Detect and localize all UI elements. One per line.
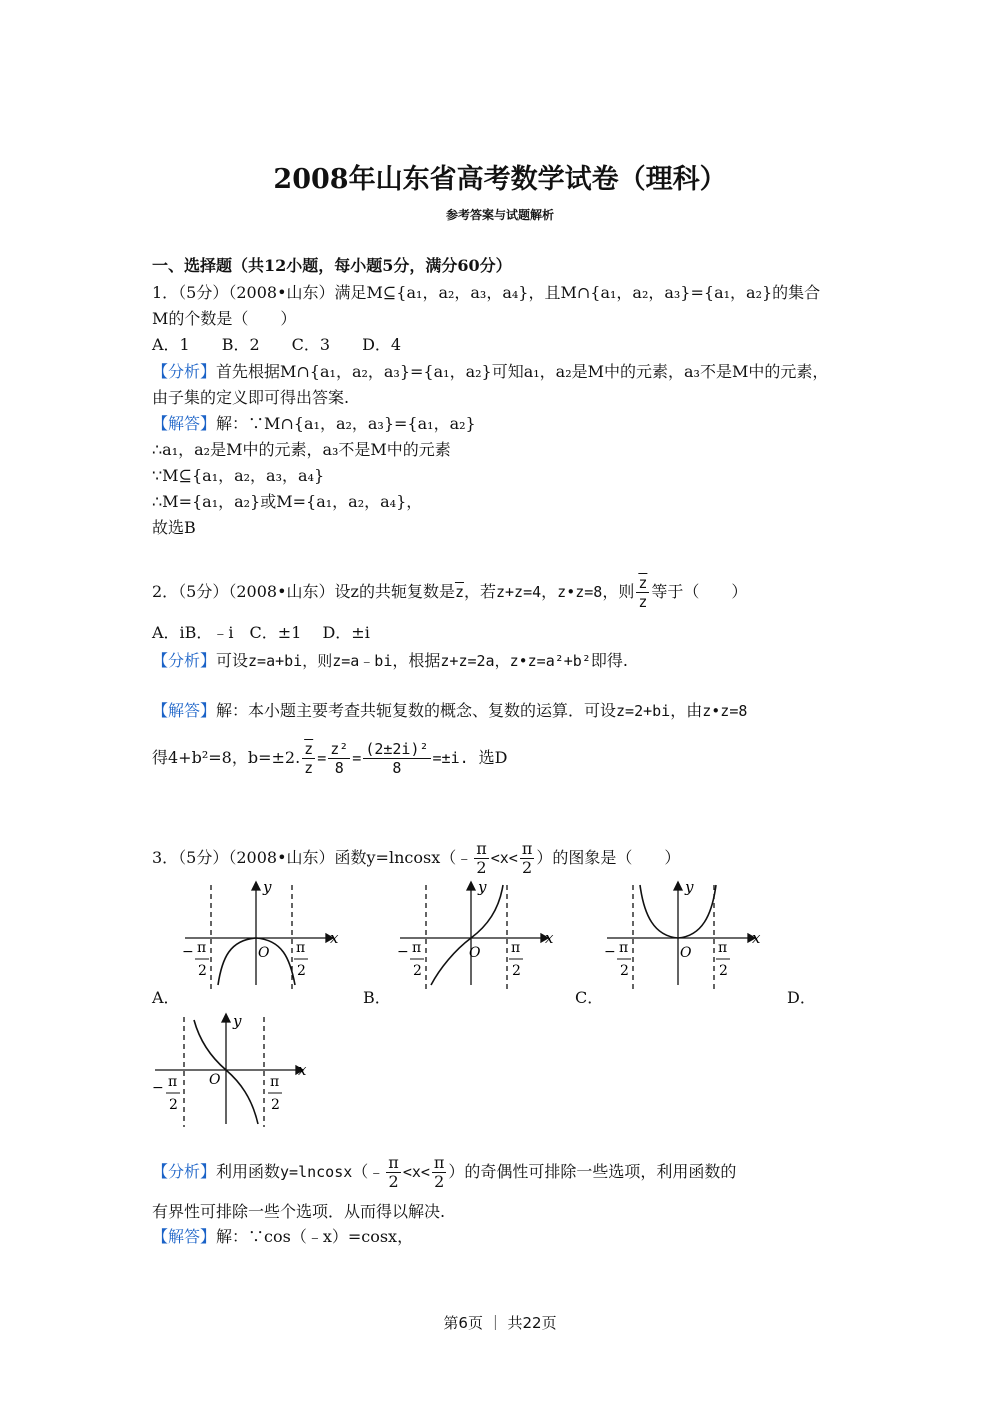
q2-answer-2: 得4+b²=8，b=±2. $\frac{\overline{z}}{z}$ = $\frac{\text{z²}}{8}$ = $\frac{\text{(2±2i)²}}{8}$ =±i. 选D [152,740,508,777]
minus-sign: − [182,944,194,960]
q2-analysis-eq2: z+z=2a，z•z=a²+b² [440,652,591,670]
q1-stem: 1．（5分）（2008•山东）满足M⊆{a₁，a₂，a₃，a₄}，且M∩{a₁，a₂，a₃}={a₁，a₂}的集合 [152,283,821,302]
y-arrow [222,1014,230,1022]
q2-options: A．iB．﹣i C．±1 D．±i [152,623,370,642]
q3-frac-right-den: 2 [521,858,533,877]
q2-zbar: $\overline{z}$ [454,583,464,601]
q1-answer [152,414,476,434]
q3-frac-left [474,840,489,877]
q3-frac-left-num: π [476,839,487,858]
two-left: 2 [198,963,207,979]
origin-label: O [258,945,270,961]
q3-analysis-fn: y=lncosx [280,1163,353,1181]
q3-frac-left-den: 2 [476,858,487,877]
graph-b [395,880,555,990]
minus-sign: − [397,944,409,960]
pi-right: π [718,940,728,956]
q1-answer-4: ∴M={a₁，a₂}或M={a₁，a₂，a₄}， [152,492,423,511]
q3-frac-right-num: π [521,839,533,858]
q2-frac-den: z [638,593,648,611]
q2-answer-eq1: z=2+bi [616,702,671,720]
y-arrow [674,882,682,890]
curve [431,885,503,985]
q3-answer [152,1227,413,1247]
q1-answer-2: ∴a₁，a₂是M中的元素，a₃不是M中的元素 [152,440,451,459]
q3-analysis [152,1154,736,1191]
q3-stem-a: 3．（5分）（2008•山东）函数y=lncosx（﹣ [152,848,473,867]
q2-analysis-eq1: z=a+bi，则z=a﹣bi [248,652,393,670]
q2-stem-b: ，若 [463,582,496,601]
q2-analysis-b: ，根据 [392,651,441,670]
q2-stem-d: 等于（ ） [651,582,748,601]
minus-sign: − [604,944,616,960]
q1-answer-3: ∵M⊆{a₁，a₂，a₃，a₄} [152,466,325,485]
q1-analysis [152,362,828,382]
pi-right: π [511,940,521,956]
q2-ans-choice: 选D [478,748,508,767]
pi-left: π [168,1074,178,1090]
q2-eq2: z•z=8 [557,583,603,601]
q2-ans-frac2-den: 8 [334,759,344,777]
q3-analysis-inequality: <x< [402,1163,430,1181]
q3-a-frac-right-num: π [433,1153,445,1172]
graph-a [180,880,340,990]
q2-analysis [152,651,628,671]
q2-answer-a: 解：本小题主要考查共轭复数的概念、复数的运算．可设 [216,701,617,720]
analysis-tag: 【分析】 [152,651,217,670]
two-right: 2 [512,963,521,979]
pi-left: π [619,940,629,956]
q1-stem-2: M的个数是（ ） [152,309,297,328]
section-heading: 一、选择题（共12小题，每小题5分，满分60分） [152,256,512,275]
q2-ans-frac3-num: (2±2i)² [365,740,429,758]
x-label: x [752,929,761,947]
q3-analysis-frac-right [432,1154,447,1191]
q2-ans-frac3-den: 8 [392,759,402,777]
q2-ans-frac2-num: z² [330,740,349,758]
y-label: y [233,1012,242,1030]
q3-option-c: C． [575,988,604,1007]
q2-ans-frac1-den: z [304,759,314,777]
analysis-tag: 【分析】 [152,1162,217,1181]
q2-answer-line2: 得4+b²=8，b=±2. [152,748,301,767]
minus-sign: − [152,1080,164,1096]
q2-fraction [636,574,649,611]
q2-ans-result: =±i. [432,749,469,767]
pi-left: π [412,940,422,956]
q1-options: A．1 B．2 C．3 D．4 [152,335,402,354]
q2-analysis-a: 可设 [216,651,249,670]
two-left: 2 [413,963,422,979]
two-right: 2 [297,963,306,979]
q3-option-b: B． [363,988,391,1007]
x-label: x [330,929,339,947]
pi-right: π [270,1074,280,1090]
q2-answer-eq2: z•z=8 [702,702,748,720]
x-label: x [545,929,554,947]
y-label: y [685,880,694,896]
two-left: 2 [169,1097,178,1113]
pi-left: π [197,940,207,956]
q1-analysis-text: 首先根据M∩{a₁，a₂，a₃}={a₁，a₂}可知a₁，a₂是M中的元素，a₃不是M中的元素， [216,362,829,381]
answer-tag: 【解答】 [152,1227,217,1246]
q2-stem-a: 2．（5分）（2008•山东）设z的共轭复数是 [152,582,455,601]
page-footer: 第6页 ｜ 共22页 [443,1314,557,1332]
y-label: y [263,880,272,896]
q3-analysis-b: （﹣ [352,1162,385,1181]
q3-inequality: <x< [490,849,518,867]
y-arrow [467,882,475,890]
y-arrow [252,882,260,890]
x-label: x [298,1061,307,1079]
origin-label: O [469,945,481,961]
q2-eq1: z+z=4 [496,583,542,601]
two-left: 2 [620,963,629,979]
q1-analysis-2: 由子集的定义即可得出答案. [152,388,350,407]
y-label: y [478,880,487,896]
q3-a-frac-left-num: π [388,1153,399,1172]
origin-label: O [680,945,692,961]
q3-analysis-2: 有界性可排除一些个选项．从而得以解决. [152,1202,446,1221]
q1-answer-5: 故选B [152,518,196,537]
q3-analysis-c: ）的奇偶性可排除一些选项，利用函数的 [448,1162,737,1181]
origin-label: O [209,1072,221,1088]
two-right: 2 [271,1097,280,1113]
q3-option-d: D． [787,988,816,1007]
q3-option-a: A． [152,988,180,1007]
q3-answer-text: 解：∵cos（﹣x）=cosx， [216,1227,414,1246]
q1-answer-text: 解：∵M∩{a₁，a₂，a₃}={a₁，a₂} [216,414,476,433]
page-title: 2008年山东省高考数学试卷（理科） [273,164,727,195]
q2-ans-frac1 [302,740,315,777]
graph-d [150,1012,310,1127]
q2-ans-frac2 [328,740,350,777]
pi-right: π [296,940,306,956]
two-right: 2 [719,963,728,979]
q3-stem-b: ）的图象是（ ） [536,848,681,867]
q2-stem-c: ，则 [602,582,635,601]
q2-answer [152,701,747,721]
q2-analysis-c: 即得. [590,651,628,670]
q3-stem [152,840,680,877]
answer-tag: 【解答】 [152,414,217,433]
q2-answer-b: ，由 [670,701,703,720]
q3-a-frac-right-den: 2 [434,1172,445,1191]
q3-a-frac-left-den: 2 [388,1172,399,1191]
analysis-tag: 【分析】 [152,362,217,381]
answer-tag: 【解答】 [152,701,217,720]
q3-frac-right [520,840,535,877]
q2-ans-frac1-num: $\overline{z}$ [304,740,314,758]
q2-ans-frac3 [363,740,430,777]
page-subtitle: 参考答案与试题解析 [445,208,554,222]
q3-analysis-a: 利用函数 [216,1162,281,1181]
graph-c [602,880,762,990]
q2-frac-num: $\overline{z}$ [638,574,648,592]
q3-analysis-frac-left [386,1154,401,1191]
q2-stem: 2．（5分）（2008•山东）设z的共轭复数是$\overline{z}$，若z+z=4，z•z=8，则 $\frac{\overline{z}}{z}$ 等于（ ） [152,574,748,611]
